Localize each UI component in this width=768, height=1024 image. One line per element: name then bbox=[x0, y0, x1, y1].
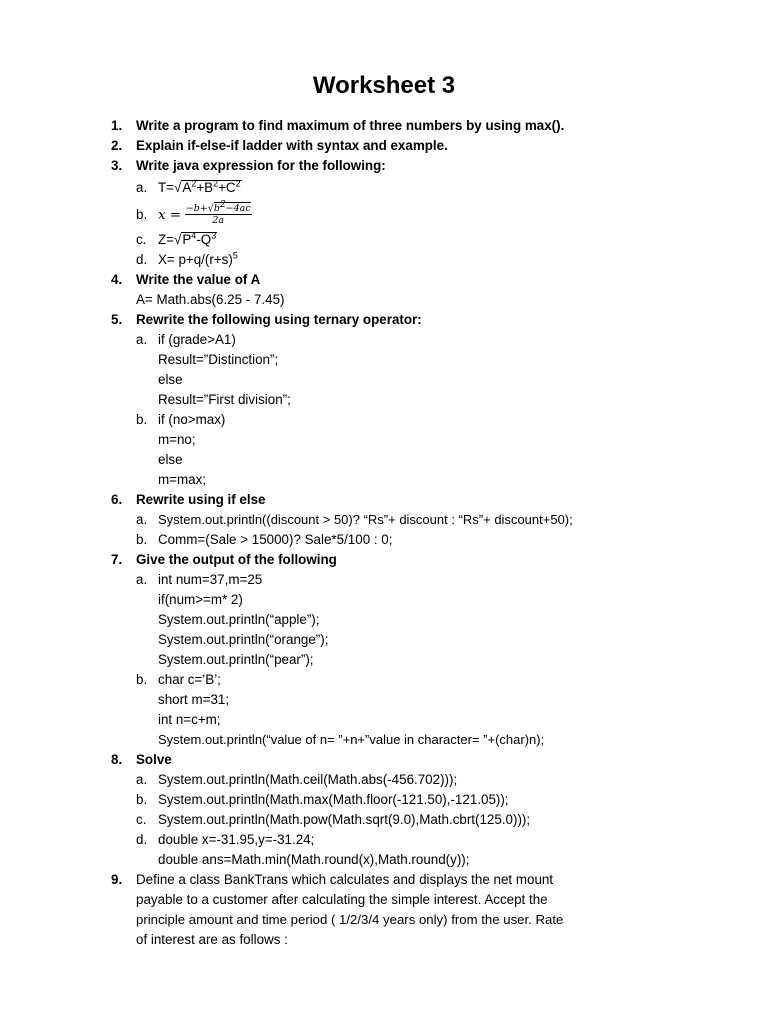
sqrt-sign-icon: √ bbox=[207, 203, 214, 215]
q7b-line: System.out.println(“value of n= ”+n+”value in character= ”+(char)n); bbox=[158, 732, 545, 747]
q9-line: Define a class BankTrans which calculates and displays the net mount bbox=[136, 872, 554, 887]
q8c-label: c. bbox=[136, 812, 147, 827]
q7a-line: int num=37,m=25 bbox=[158, 572, 263, 587]
q4-text: Write the value of A bbox=[136, 272, 261, 287]
q8b-line: System.out.println(Math.max(Math.floor(-121.50),-121.05)); bbox=[158, 792, 509, 807]
q3-text: Write java expression for the following: bbox=[136, 158, 386, 173]
q5b-line: m=no; bbox=[158, 432, 196, 447]
q5a-line: if (grade>A1) bbox=[158, 332, 236, 347]
q8d-label: d. bbox=[136, 832, 148, 847]
q7-number: 7. bbox=[111, 552, 123, 567]
worksheet-title: Worksheet 3 bbox=[312, 72, 456, 99]
q5b-label: b. bbox=[136, 412, 148, 427]
sqrt-sign-icon: √ bbox=[174, 232, 182, 247]
q5b-line: m=max; bbox=[158, 472, 206, 487]
q2-number: 2. bbox=[111, 138, 123, 153]
q3c-radicand: $P^4-Q^3$ bbox=[182, 230, 217, 247]
q3c-lhs: Z= bbox=[158, 232, 174, 247]
q8-number: 8. bbox=[111, 752, 123, 767]
q3a-lhs: T= bbox=[158, 180, 174, 195]
q7a-label: a. bbox=[136, 572, 148, 587]
q9-line: payable to a customer after calculating the simple interest. Accept the bbox=[136, 892, 548, 907]
q7-text: Give the output of the following bbox=[136, 552, 337, 567]
q5b-line: if (no>max) bbox=[158, 412, 226, 427]
q3d-label: d. bbox=[136, 252, 148, 267]
q5-text: Rewrite the following using ternary operator: bbox=[136, 312, 422, 327]
q4-number: 4. bbox=[111, 272, 123, 287]
q6b-line: Comm=(Sale > 15000)? Sale*5/100 : 0; bbox=[158, 532, 393, 547]
q8-text: Solve bbox=[136, 752, 172, 767]
q3d-expression: $X= p+q/(r+s)^5$ bbox=[158, 250, 238, 267]
q8b-label: b. bbox=[136, 792, 148, 807]
q9-line: of interest are as follows : bbox=[136, 932, 288, 947]
q6a-line: System.out.println((discount > 50)? “Rs”+ discount : “Rs”+ discount+50); bbox=[158, 512, 573, 527]
q5-number: 5. bbox=[111, 312, 123, 327]
q1-number: 1. bbox=[111, 118, 123, 133]
q3c-expression bbox=[158, 230, 217, 250]
q1-text: Write a program to find maximum of three numbers by using max(). bbox=[136, 118, 565, 133]
q6-text: Rewrite using if else bbox=[136, 492, 266, 507]
q6-number: 6. bbox=[111, 492, 123, 507]
q8c-line: System.out.println(Math.pow(Math.sqrt(9.0),Math.cbrt(125.0))); bbox=[158, 812, 531, 827]
q7b-line: short m=31; bbox=[158, 692, 230, 707]
q4-line: A= Math.abs(6.25 - 7.45) bbox=[136, 292, 285, 307]
q7b-line: int n=c+m; bbox=[158, 712, 221, 727]
q7b-line: char c=’B’; bbox=[158, 672, 221, 687]
q3-number: 3. bbox=[111, 158, 123, 173]
q3b-expression bbox=[158, 201, 252, 230]
q7a-line: System.out.println(“apple”); bbox=[158, 612, 320, 627]
sqrt-sign-icon: √ bbox=[174, 180, 182, 195]
q8a-line: System.out.println(Math.ceil(Math.abs(-456.702))); bbox=[158, 772, 458, 787]
q7a-line: if(num>=m* 2) bbox=[158, 592, 243, 607]
q3b-fraction: $\frac{-b+√b^2-4ac}{2a}$ bbox=[185, 200, 251, 227]
q5a-line: Result=”Distinction”; bbox=[158, 352, 279, 367]
q6b-label: b. bbox=[136, 532, 148, 547]
q2-text: Explain if-else-if ladder with syntax and example. bbox=[136, 138, 448, 153]
q3a-expression bbox=[158, 178, 242, 198]
q3a-label: a. bbox=[136, 180, 148, 195]
q8d-line: double x=-31.95,y=-31.24; bbox=[158, 832, 315, 847]
q7b-label: b. bbox=[136, 672, 148, 687]
q3b-label: b. bbox=[136, 207, 148, 222]
q8d-line: double ans=Math.min(Math.round(x),Math.round(y)); bbox=[158, 852, 470, 867]
q9-number: 9. bbox=[111, 872, 123, 887]
q5b-line: else bbox=[158, 452, 183, 467]
q9-line: principle amount and time period ( 1/2/3/4 years only) from the user. Rate bbox=[136, 912, 564, 927]
q5a-label: a. bbox=[136, 332, 148, 347]
q5a-line: else bbox=[158, 372, 183, 387]
q6a-label: a. bbox=[136, 512, 148, 527]
q3b-lhs: x = bbox=[158, 208, 182, 223]
q8a-label: a. bbox=[136, 772, 148, 787]
q5a-line: Result=”First division”; bbox=[158, 392, 291, 407]
q3a-radicand: $A^2+B^2+C^2$ bbox=[182, 178, 241, 195]
q7a-line: System.out.println(“orange”); bbox=[158, 632, 329, 647]
q3c-label: c. bbox=[136, 232, 147, 247]
q7a-line: System.out.println(“pear”); bbox=[158, 652, 314, 667]
